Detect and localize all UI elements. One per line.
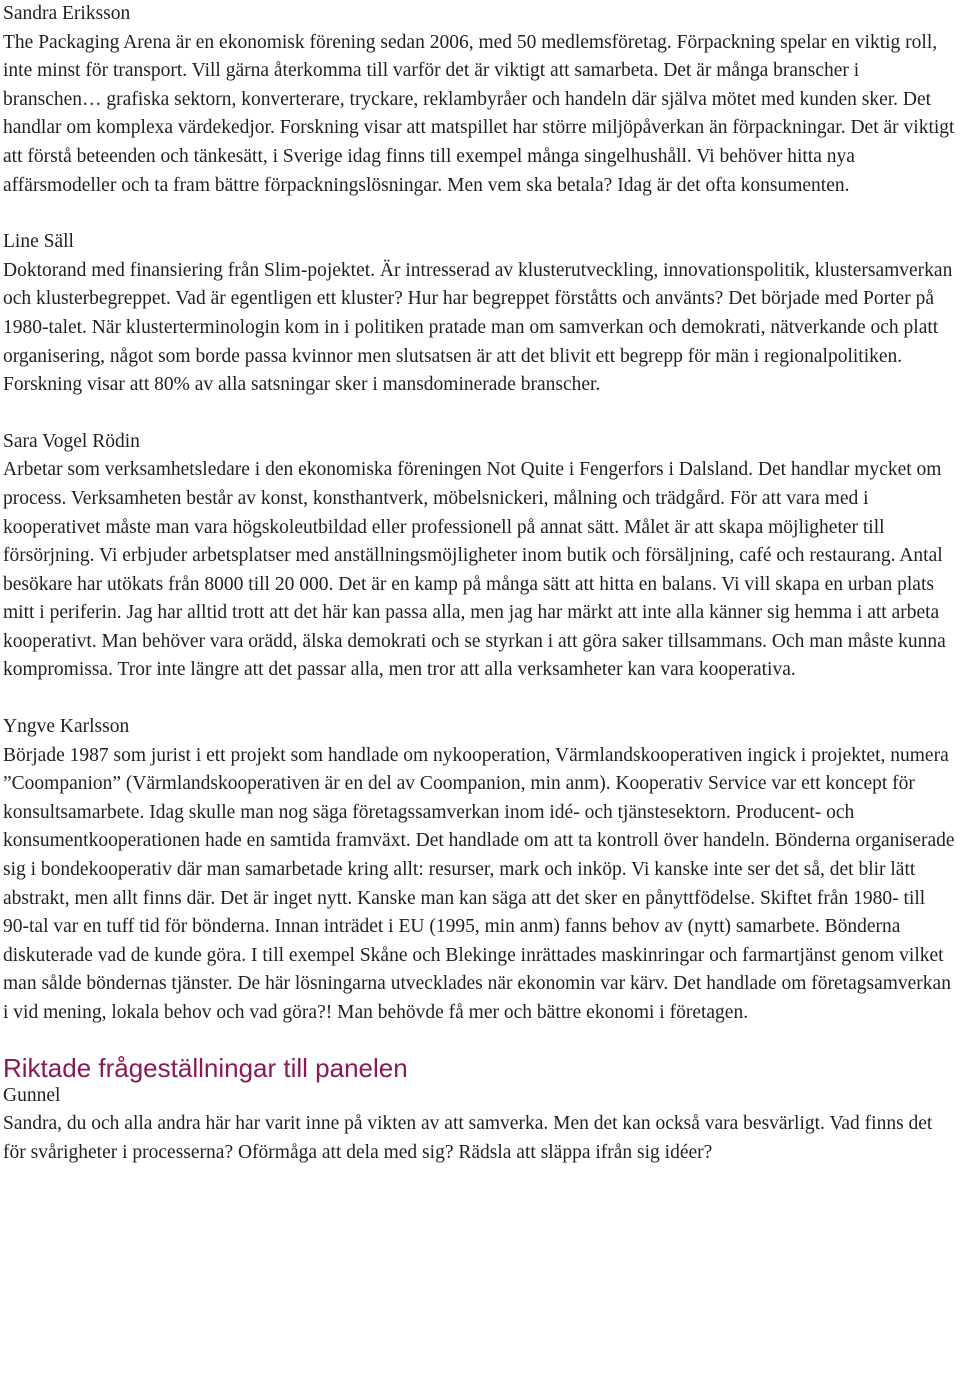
speaker-name: Gunnel [3, 1084, 61, 1106]
section-yngve-karlsson [3, 713, 956, 1028]
section-sara-vogel-rodin [3, 428, 956, 685]
section-line-sall [3, 228, 956, 400]
speaker-statement: The Packaging Arena är en ekonomisk förening sedan 2006, med 50 medlemsföretag. Förpackning spelar en viktig roll, inte minst för transport. Vill gärna återkomma till varför det är viktigt att samarbeta. Det är många branscher i branschen… grafiska sektorn, konverterare, tryckare, reklambyråer och handeln där själva mötet med kunden sker. Det handlar om komplexa värdekedjor. Forskning visar att matspillet har större miljöpåverkan än förpackningar. Det är viktigt att förstå beteenden och tänkesätt, i Sverige idag finns till exempel många singelhushåll. Vi behöver hitta nya affärsmodeller och ta fram bättre förpackningslösningar. Men vem ska betala? Idag är det ofta konsumenten. [3, 31, 955, 196]
speaker-statement: Doktorand med finansiering från Slim-pojektet. Är intresserad av klusterutveckling, innovationspolitik, klustersamverkan och klusterbegreppet. Vad är egentligen ett kluster? Hur har begreppet förståtts och använts? Det började med Porter på 1980-talet. När klusterterminologin kom in i politiken pratade man om samverkan och demokrati, nätverkande och platt organisering, något som borde passa kvinnor men slutsatsen är att det blivit ett begrepp för män i regionalpolitiken. Forskning visar att 80% av alla satsningar sker i mansdominerade branscher. [3, 259, 953, 396]
question-text: Sandra, du och alla andra här har varit inne på vikten av att samverka. Men det kan också vara besvärligt. Vad finns det för svårigheter i processerna? Oförmåga att dela med sig? Rädsla att släppa ifrån sig idéer? [3, 1113, 933, 1163]
section-heading: Riktade frågeställningar till panelen [3, 1052, 408, 1083]
speaker-statement: Arbetar som verksamhetsledare i den ekonomiska föreningen Not Quite i Fengerfors i Dalsland. Det handlar mycket om process. Verksamheten består av konst, konsthantverk, möbelsnickeri, målning och trädgård. För att vara med i kooperativet måste man vara högskoleutbildad eller professionell på annat sätt. Målet är att skapa möjligheter till försörjning. Vi erbjuder arbetsplatser med anställningsmöjligheter inom butik och försäljning, café och restaurang. Antal besökare har utökats från 8000 till 20 000. Det är en kamp på många sätt att hitta en balans. Vi vill skapa en urban plats mitt i periferin. Jag har alltid trott att det här kan passa alla, men jag har märkt att inte alla känner sig hemma i att arbeta kooperativt. Man behöver vara orädd, älska demokrati och se styrkan i att göra saker tillsammans. Och man måste kunna kompromissa. Tror inte längre att det passar alla, men tror att alla verksamheter kan vara kooperativa. [3, 459, 946, 681]
speaker-name: Line Säll [3, 231, 74, 253]
speaker-name: Sandra Eriksson [3, 3, 131, 24]
speaker-statement: Började 1987 som jurist i ett projekt som handlade om nykooperation, Värmlandskooperativen ingick i projektet, numera ”Coompanion” (Värmlandskooperativen är en del av Coompanion, min anm). Kooperativ Service var ett koncept för konsultsamarbete. Idag skulle man nog säga företagssamverkan inom idé- och tjänstesektorn. Producent- och konsumentkooperationen hade en samtida framväxt. Det handlade om att ta kontroll över handeln. Bönderna organiserade sig i bondekooperativ där man samarbetade kring allt: resurser, mark och inköp. Vi kanske inte ser det så, det blir lätt abstrakt, men allt finns där. Det är inget nytt. Kanske man kan säga att det sker en pånyttfödelse. Skiftet från 1980- till 90-tal var en tuff tid för bönderna. Innan inträdet i EU (1995, min anm) fanns behov av (nytt) samarbete. Bönderna diskuterade vad de kunde göra. I till exempel Skåne och Blekinge inrättades maskinringar och farmartjänst genom vilket man sålde böndernas tjänster. De här lösningarna utvecklades när ekonomin var kärv. Det handlade om företagsamverkan i vid mening, lokala behov och vad göra?! Man behövde få mer och bättre ekonomi i företagen. [3, 744, 955, 1023]
section-question-gunnel [3, 1082, 956, 1168]
section-sandra-eriksson [3, 0, 956, 200]
speaker-name: Sara Vogel Rödin [3, 430, 140, 452]
speaker-name: Yngve Karlsson [3, 716, 130, 738]
